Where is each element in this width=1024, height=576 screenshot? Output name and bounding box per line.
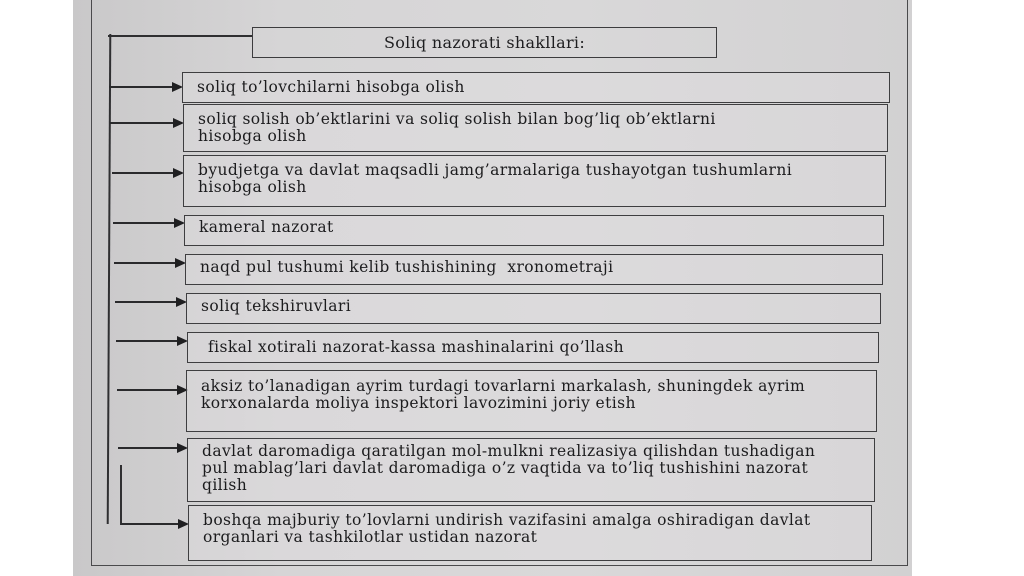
item-box-1 bbox=[182, 72, 890, 103]
arrow-icon bbox=[117, 389, 186, 391]
item-box-4 bbox=[184, 215, 884, 246]
item-label: soliq to’lovchilarni hisobga olish bbox=[197, 78, 465, 96]
left-spine-bottom bbox=[120, 465, 122, 525]
item-label: davlat daromadiga qaratilgan mol-mulkni realizasiya qilishdan tushadigan pul mablag’lari davlat daromadiga o’z vaqtida va to’liq tushishini nazorat qilish bbox=[202, 442, 816, 494]
item-box-8 bbox=[186, 370, 877, 432]
arrow-icon bbox=[113, 222, 183, 224]
arrow-icon bbox=[118, 447, 186, 449]
item-label: soliq tekshiruvlari bbox=[201, 297, 352, 315]
diagram-title-text: Soliq nazorati shakllari: bbox=[383, 33, 586, 52]
diagram-title bbox=[252, 27, 717, 58]
item-label: boshqa majburiy to’lovlarni undirish vazifasini amalga oshiradigan davlat organlari va tashkilotlar ustidan nazorat bbox=[203, 511, 811, 546]
item-label: fiskal xotirali nazorat-kassa mashinalarini qo’llash bbox=[208, 338, 625, 356]
item-label: byudjetga va davlat maqsadli jamg’armalariga tushayotgan tushumlarni hisobga olish bbox=[198, 161, 793, 196]
arrow-icon bbox=[110, 122, 182, 124]
item-box-3 bbox=[183, 155, 886, 207]
item-box-6 bbox=[186, 293, 881, 324]
item-label: aksiz to’lanadigan ayrim turdagi tovarlarni markalash, shuningdek ayrim korxonalarda moliya inspektori lavozimini joriy etish bbox=[201, 377, 806, 412]
item-label: kameral nazorat bbox=[199, 218, 334, 236]
item-box-10 bbox=[188, 505, 872, 561]
item-label: naqd pul tushumi kelib tushishining xronometraji bbox=[200, 258, 614, 276]
item-box-2 bbox=[183, 104, 888, 152]
item-label: soliq solish ob’ektlarini va soliq solish bilan bog’liq ob’ektlarni hisobga olish bbox=[198, 110, 716, 145]
title-connector bbox=[108, 35, 253, 37]
item-box-9 bbox=[187, 438, 875, 502]
item-box-7 bbox=[187, 332, 879, 363]
item-box-5 bbox=[185, 254, 883, 285]
arrow-icon bbox=[114, 262, 184, 264]
arrow-icon bbox=[109, 86, 181, 88]
arrow-icon bbox=[116, 340, 186, 342]
arrow-icon bbox=[115, 301, 185, 303]
arrow-icon bbox=[121, 523, 187, 525]
arrow-icon bbox=[112, 172, 182, 174]
